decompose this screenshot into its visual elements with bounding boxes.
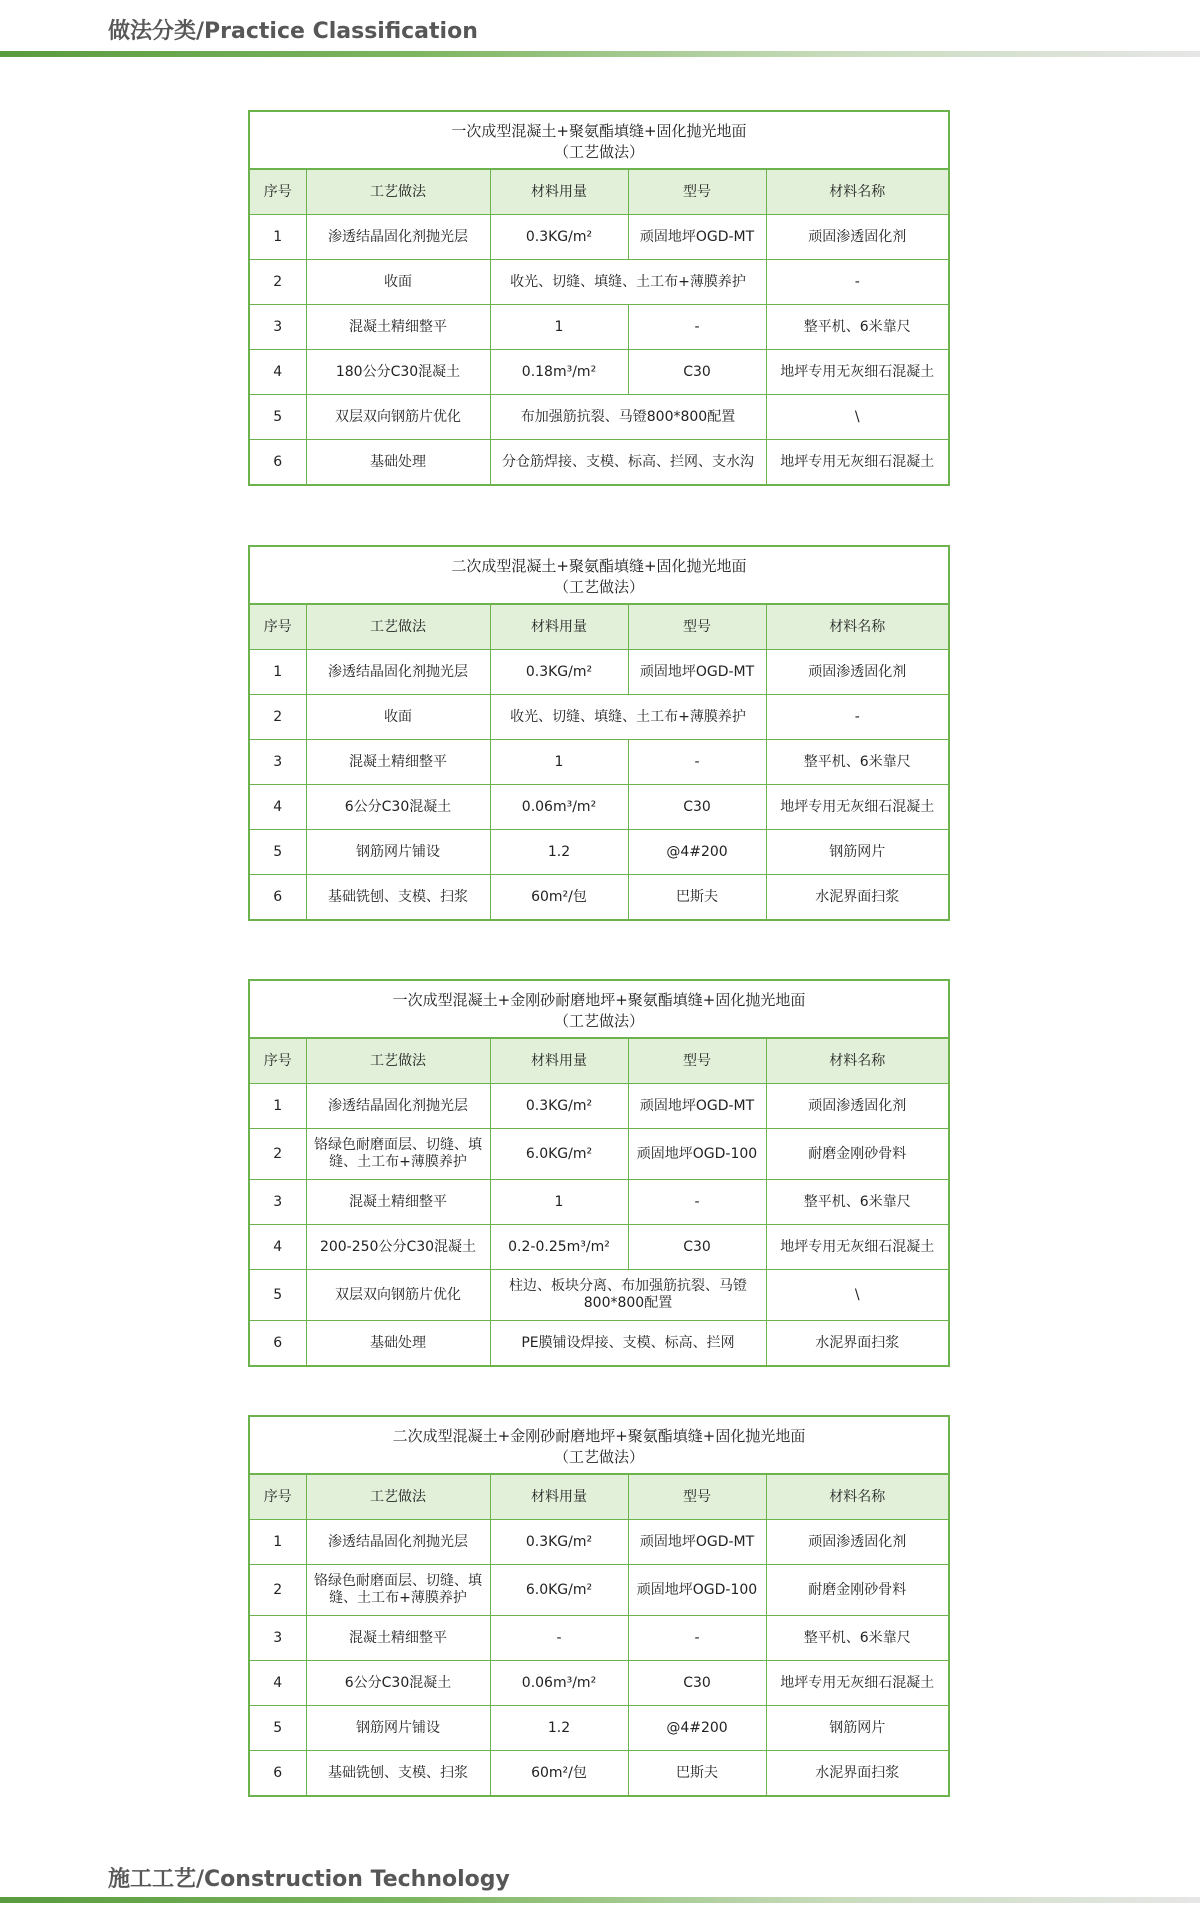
cell-amount: 0.06m³/m² <box>490 785 628 830</box>
cell-method: 基础铣刨、支模、扫浆 <box>306 875 490 920</box>
table-row <box>250 1084 948 1129</box>
table-title <box>250 1417 948 1474</box>
cell-no: 6 <box>250 1321 306 1366</box>
column-header: 工艺做法 <box>306 170 490 215</box>
column-header: 序号 <box>250 170 306 215</box>
cell-method: 180公分C30混凝土 <box>306 350 490 395</box>
cell-model: 顽固地坪OGD-100 <box>628 1565 766 1616</box>
column-header: 型号 <box>628 170 766 215</box>
column-header: 序号 <box>250 605 306 650</box>
cell-method: 200-250公分C30混凝土 <box>306 1225 490 1270</box>
cell-no: 1 <box>250 1520 306 1565</box>
column-header: 工艺做法 <box>306 605 490 650</box>
cell-material: 顽固渗透固化剂 <box>766 1520 948 1565</box>
table-row <box>250 1129 948 1180</box>
cell-no: 4 <box>250 1225 306 1270</box>
table-row <box>250 215 948 260</box>
cell-no: 5 <box>250 1706 306 1751</box>
column-header: 型号 <box>628 1039 766 1084</box>
cell-material: 顽固渗透固化剂 <box>766 215 948 260</box>
cell-amount: 0.18m³/m² <box>490 350 628 395</box>
cell-material: 地坪专用无灰细石混凝土 <box>766 785 948 830</box>
table-row <box>250 350 948 395</box>
table-row <box>250 830 948 875</box>
cell-material: 水泥界面扫浆 <box>766 1751 948 1796</box>
cell-model: 巴斯夫 <box>628 875 766 920</box>
spec-grid <box>250 1038 948 1365</box>
table-row <box>250 650 948 695</box>
cell-no: 3 <box>250 1180 306 1225</box>
cell-model: C30 <box>628 350 766 395</box>
cell-material: 地坪专用无灰细石混凝土 <box>766 350 948 395</box>
cell-material: \ <box>766 395 948 440</box>
cell-no: 3 <box>250 740 306 785</box>
column-header: 材料用量 <box>490 1475 628 1520</box>
cell-method: 基础铣刨、支模、扫浆 <box>306 1751 490 1796</box>
cell-method: 双层双向钢筋片优化 <box>306 395 490 440</box>
section-divider-bar <box>0 51 1200 57</box>
cell-material: 整平机、6米靠尺 <box>766 740 948 785</box>
cell-model: - <box>628 305 766 350</box>
cell-material: 整平机、6米靠尺 <box>766 1180 948 1225</box>
table-row <box>250 1565 948 1616</box>
cell-no: 2 <box>250 695 306 740</box>
cell-amount: 0.3KG/m² <box>490 650 628 695</box>
cell-no: 4 <box>250 785 306 830</box>
table-row <box>250 305 948 350</box>
section-title: 做法分类/Practice Classification <box>108 19 478 44</box>
table-row <box>250 440 948 485</box>
cell-method: 6公分C30混凝土 <box>306 1661 490 1706</box>
cell-method: 双层双向钢筋片优化 <box>306 1270 490 1321</box>
cell-material: 顽固渗透固化剂 <box>766 1084 948 1129</box>
cell-model: @4#200 <box>628 1706 766 1751</box>
table-row <box>250 395 948 440</box>
cell-material: 水泥界面扫浆 <box>766 875 948 920</box>
table-title-sub: （工艺做法） <box>553 578 644 596</box>
cell-material: \ <box>766 1270 948 1321</box>
spec-grid <box>250 1474 948 1795</box>
cell-method: 铬绿色耐磨面层、切缝、填缝、土工布+薄膜养护 <box>306 1565 490 1616</box>
table-row <box>250 1661 948 1706</box>
cell-amount: 0.3KG/m² <box>490 1084 628 1129</box>
table-row <box>250 1321 948 1366</box>
table-row <box>250 1180 948 1225</box>
column-header: 材料名称 <box>766 170 948 215</box>
cell-no: 1 <box>250 650 306 695</box>
table-title <box>250 112 948 169</box>
table-row <box>250 740 948 785</box>
table-title-main: 二次成型混凝土+聚氨酯填缝+固化抛光地面 <box>451 557 747 575</box>
cell-method: 钢筋网片铺设 <box>306 830 490 875</box>
column-header: 工艺做法 <box>306 1039 490 1084</box>
cell-amount: 6.0KG/m² <box>490 1565 628 1616</box>
column-header: 序号 <box>250 1475 306 1520</box>
cell-merged: 收光、切缝、填缝、土工布+薄膜养护 <box>490 695 766 740</box>
cell-method: 铬绿色耐磨面层、切缝、填缝、土工布+薄膜养护 <box>306 1129 490 1180</box>
table-row <box>250 1225 948 1270</box>
cell-no: 5 <box>250 1270 306 1321</box>
cell-no: 2 <box>250 1129 306 1180</box>
cell-material: 水泥界面扫浆 <box>766 1321 948 1366</box>
cell-amount: 6.0KG/m² <box>490 1129 628 1180</box>
cell-method: 渗透结晶固化剂抛光层 <box>306 215 490 260</box>
table-row <box>250 695 948 740</box>
cell-method: 6公分C30混凝土 <box>306 785 490 830</box>
cell-amount: 1.2 <box>490 1706 628 1751</box>
table-title <box>250 547 948 604</box>
cell-amount: 1.2 <box>490 830 628 875</box>
cell-amount: 1 <box>490 305 628 350</box>
cell-no: 1 <box>250 1084 306 1129</box>
cell-merged: 柱边、板块分离、布加强筋抗裂、马镫800*800配置 <box>490 1270 766 1321</box>
cell-material: 耐磨金刚砂骨料 <box>766 1565 948 1616</box>
column-header: 工艺做法 <box>306 1475 490 1520</box>
cell-material: - <box>766 695 948 740</box>
cell-merged: 收光、切缝、填缝、土工布+薄膜养护 <box>490 260 766 305</box>
cell-method: 混凝土精细整平 <box>306 1616 490 1661</box>
cell-amount: 0.3KG/m² <box>490 1520 628 1565</box>
spec-table <box>248 545 950 921</box>
column-header: 材料用量 <box>490 1039 628 1084</box>
cell-amount: 60m²/包 <box>490 1751 628 1796</box>
cell-method: 收面 <box>306 695 490 740</box>
cell-method: 混凝土精细整平 <box>306 1180 490 1225</box>
cell-no: 5 <box>250 395 306 440</box>
cell-amount: 0.06m³/m² <box>490 1661 628 1706</box>
cell-amount: 1 <box>490 740 628 785</box>
table-title-sub: （工艺做法） <box>553 143 644 161</box>
table-title-sub: （工艺做法） <box>553 1448 644 1466</box>
spec-table <box>248 1415 950 1797</box>
cell-model: C30 <box>628 785 766 830</box>
cell-merged: 分仓筋焊接、支模、标高、拦网、支水沟 <box>490 440 766 485</box>
column-header: 材料名称 <box>766 1475 948 1520</box>
cell-merged: 布加强筋抗裂、马镫800*800配置 <box>490 395 766 440</box>
column-header: 序号 <box>250 1039 306 1084</box>
spec-grid <box>250 169 948 484</box>
cell-method: 混凝土精细整平 <box>306 305 490 350</box>
cell-method: 基础处理 <box>306 440 490 485</box>
spec-table <box>248 110 950 486</box>
header-row <box>250 170 948 215</box>
cell-model: - <box>628 1616 766 1661</box>
cell-model: 顽固地坪OGD-MT <box>628 215 766 260</box>
cell-amount: 0.3KG/m² <box>490 215 628 260</box>
cell-no: 1 <box>250 215 306 260</box>
section-divider-bar <box>0 1897 1200 1903</box>
table-row <box>250 260 948 305</box>
cell-material: 地坪专用无灰细石混凝土 <box>766 440 948 485</box>
column-header: 材料名称 <box>766 1039 948 1084</box>
table-title-main: 一次成型混凝土+金刚砂耐磨地坪+聚氨酯填缝+固化抛光地面 <box>392 991 806 1009</box>
column-header: 型号 <box>628 605 766 650</box>
cell-material: 钢筋网片 <box>766 1706 948 1751</box>
cell-amount: - <box>490 1616 628 1661</box>
cell-model: C30 <box>628 1225 766 1270</box>
cell-method: 基础处理 <box>306 1321 490 1366</box>
cell-amount: 0.2-0.25m³/m² <box>490 1225 628 1270</box>
cell-model: @4#200 <box>628 830 766 875</box>
cell-no: 2 <box>250 260 306 305</box>
table-title-main: 一次成型混凝土+聚氨酯填缝+固化抛光地面 <box>451 122 747 140</box>
table-row <box>250 1616 948 1661</box>
cell-amount: 60m²/包 <box>490 875 628 920</box>
cell-no: 3 <box>250 1616 306 1661</box>
cell-model: 顽固地坪OGD-100 <box>628 1129 766 1180</box>
table-title-sub: （工艺做法） <box>553 1012 644 1030</box>
column-header: 材料用量 <box>490 605 628 650</box>
cell-method: 混凝土精细整平 <box>306 740 490 785</box>
header-row <box>250 1475 948 1520</box>
table-row <box>250 785 948 830</box>
cell-no: 4 <box>250 350 306 395</box>
cell-no: 2 <box>250 1565 306 1616</box>
cell-method: 收面 <box>306 260 490 305</box>
column-header: 型号 <box>628 1475 766 1520</box>
cell-method: 渗透结晶固化剂抛光层 <box>306 1520 490 1565</box>
spec-grid <box>250 604 948 919</box>
cell-material: 地坪专用无灰细石混凝土 <box>766 1661 948 1706</box>
cell-no: 5 <box>250 830 306 875</box>
cell-model: 顽固地坪OGD-MT <box>628 1084 766 1129</box>
cell-model: 巴斯夫 <box>628 1751 766 1796</box>
spec-table <box>248 979 950 1367</box>
table-title-main: 二次成型混凝土+金刚砂耐磨地坪+聚氨酯填缝+固化抛光地面 <box>392 1427 806 1445</box>
cell-model: - <box>628 1180 766 1225</box>
cell-no: 3 <box>250 305 306 350</box>
section-title: 施工工艺/Construction Technology <box>108 1867 510 1892</box>
column-header: 材料用量 <box>490 170 628 215</box>
cell-no: 6 <box>250 875 306 920</box>
cell-model: C30 <box>628 1661 766 1706</box>
table-title <box>250 981 948 1038</box>
header-row <box>250 1039 948 1084</box>
cell-material: 整平机、6米靠尺 <box>766 1616 948 1661</box>
cell-material: 整平机、6米靠尺 <box>766 305 948 350</box>
cell-material: 顽固渗透固化剂 <box>766 650 948 695</box>
cell-model: 顽固地坪OGD-MT <box>628 1520 766 1565</box>
cell-method: 渗透结晶固化剂抛光层 <box>306 1084 490 1129</box>
cell-material: 钢筋网片 <box>766 830 948 875</box>
cell-material: 地坪专用无灰细石混凝土 <box>766 1225 948 1270</box>
table-row <box>250 875 948 920</box>
header-row <box>250 605 948 650</box>
cell-amount: 1 <box>490 1180 628 1225</box>
table-row <box>250 1520 948 1565</box>
cell-no: 6 <box>250 1751 306 1796</box>
cell-model: 顽固地坪OGD-MT <box>628 650 766 695</box>
column-header: 材料名称 <box>766 605 948 650</box>
cell-method: 钢筋网片铺设 <box>306 1706 490 1751</box>
cell-merged: PE膜铺设焊接、支模、标高、拦网 <box>490 1321 766 1366</box>
cell-method: 渗透结晶固化剂抛光层 <box>306 650 490 695</box>
cell-no: 6 <box>250 440 306 485</box>
cell-material: - <box>766 260 948 305</box>
cell-model: - <box>628 740 766 785</box>
cell-material: 耐磨金刚砂骨料 <box>766 1129 948 1180</box>
cell-no: 4 <box>250 1661 306 1706</box>
table-row <box>250 1751 948 1796</box>
table-row <box>250 1706 948 1751</box>
table-row <box>250 1270 948 1321</box>
